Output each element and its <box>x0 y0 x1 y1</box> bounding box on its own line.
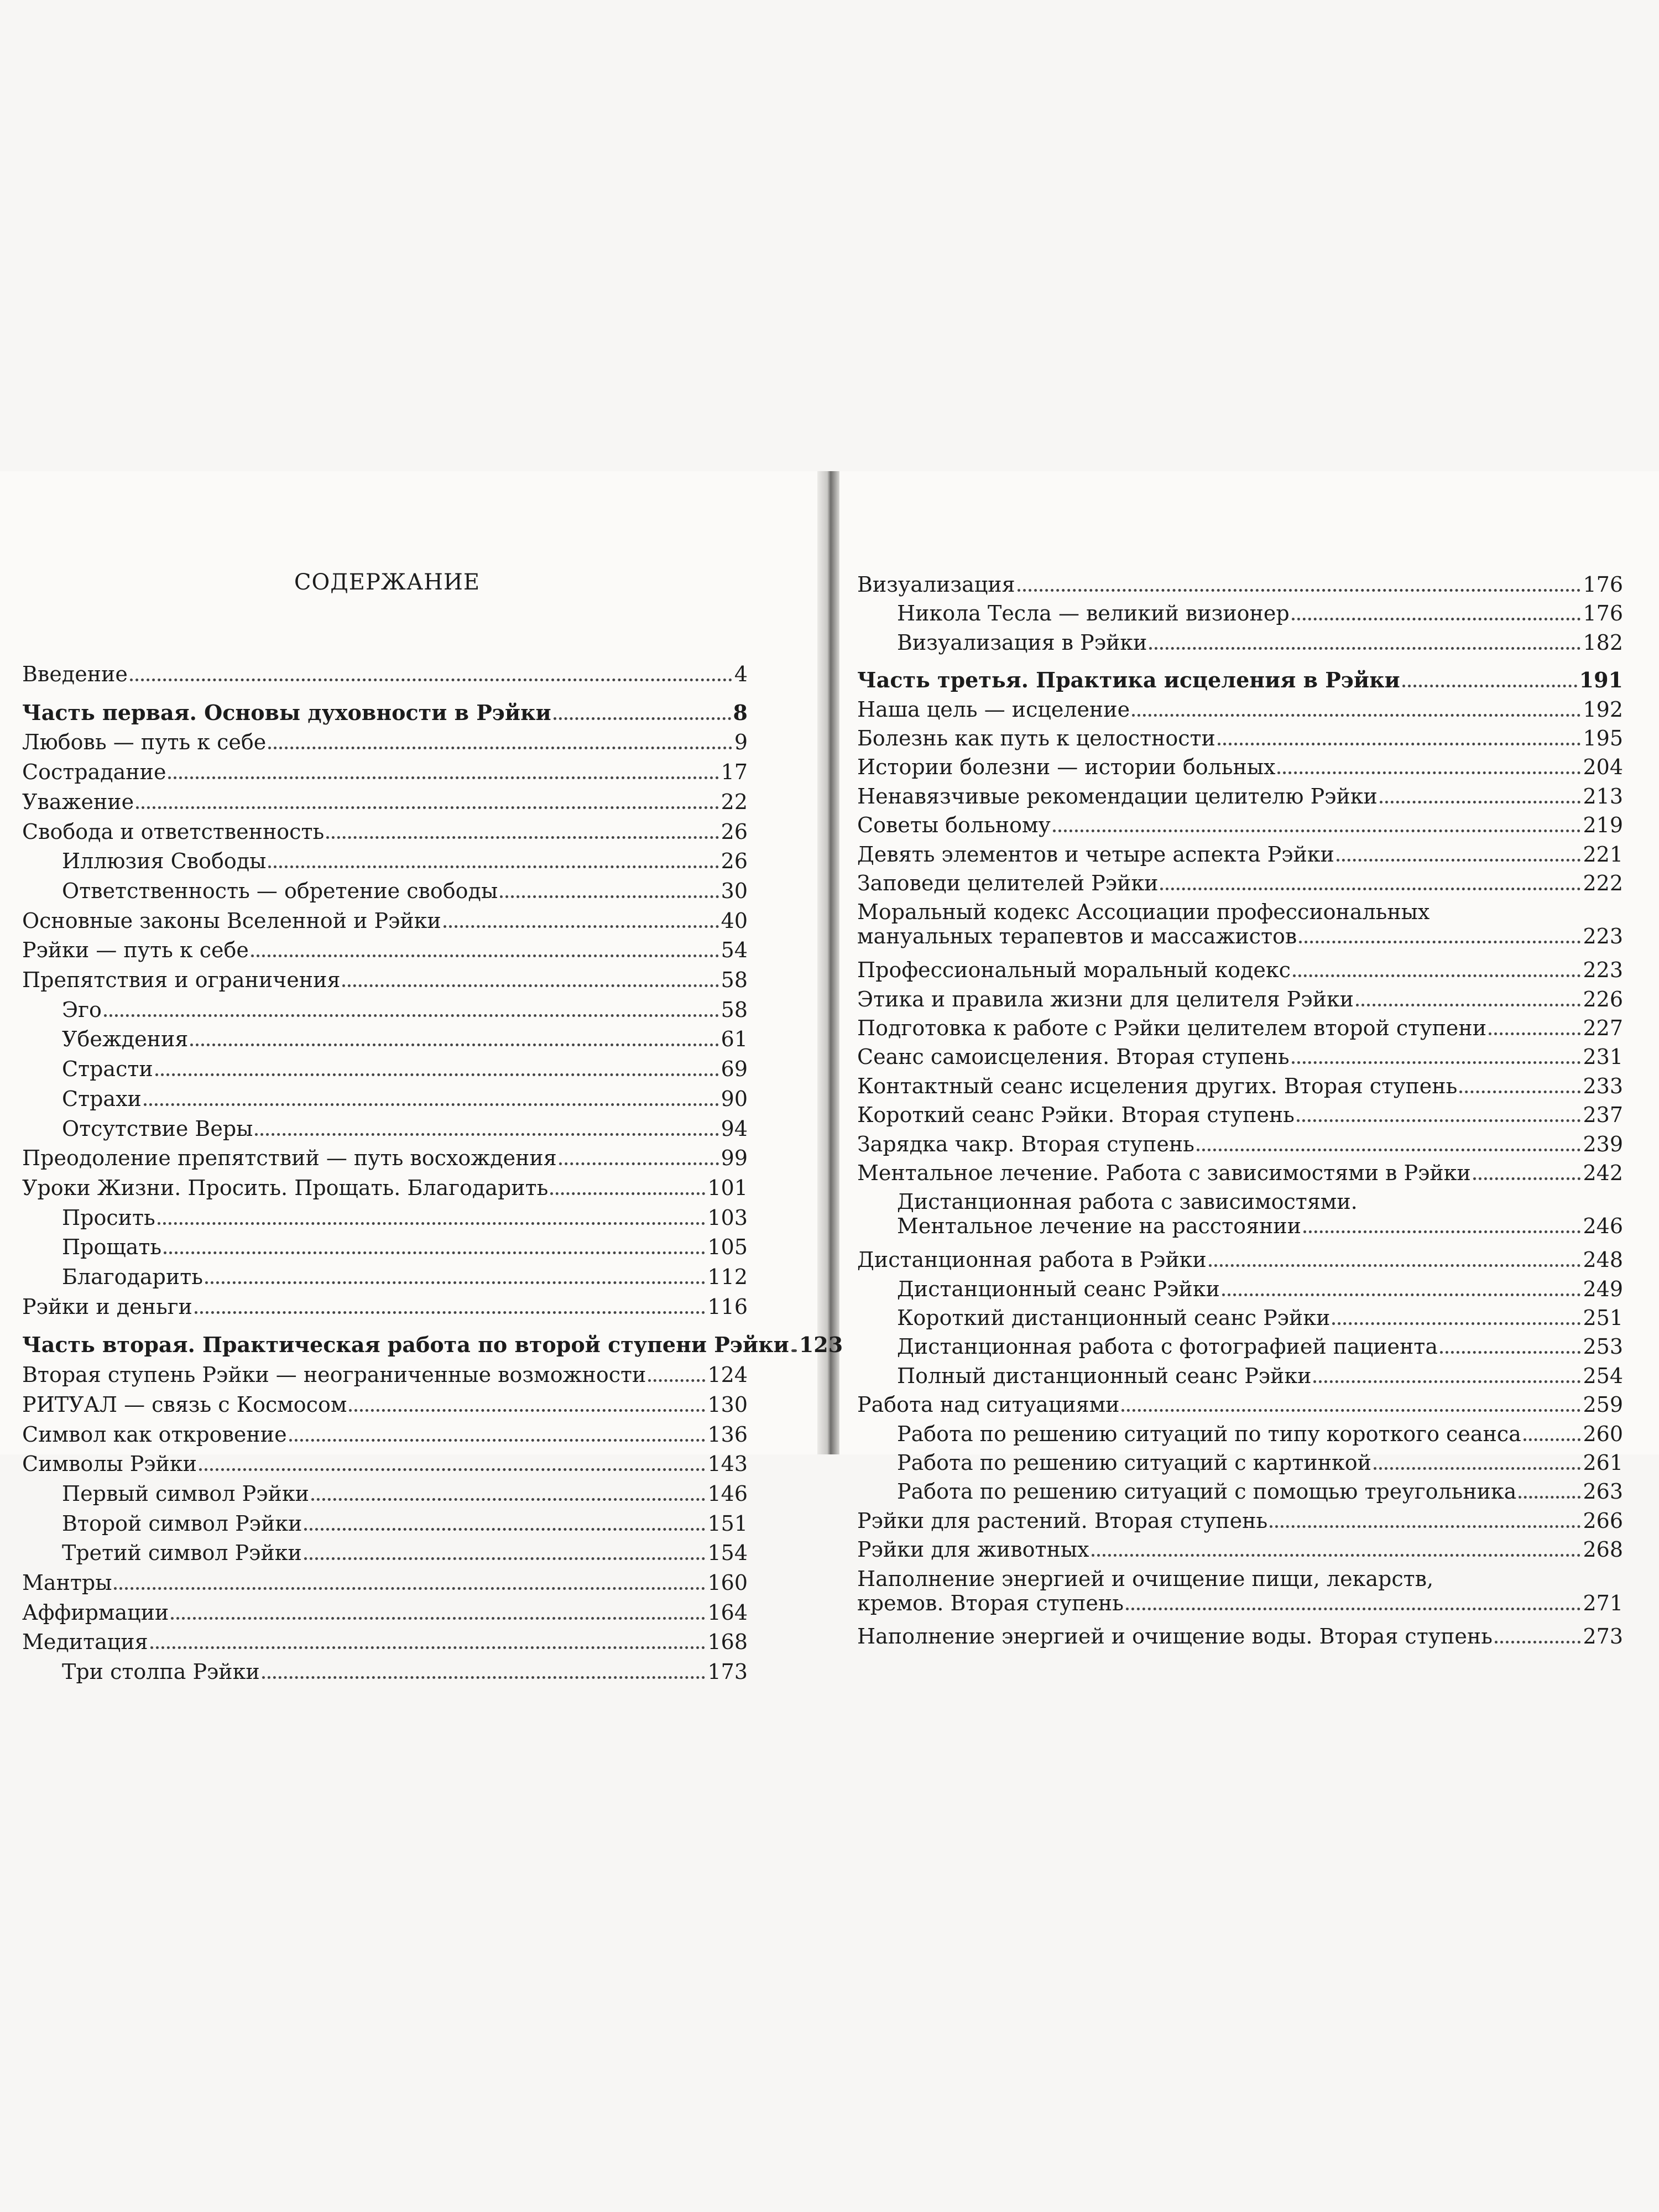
toc-entry-page: 221 <box>1583 842 1623 867</box>
toc-entry-title: Работа по решению ситуаций с помощью треугольника <box>897 1479 1517 1504</box>
leader-dots <box>554 717 731 720</box>
toc-entry-title: Ответственность — обретение свободы <box>62 878 498 903</box>
toc-entry-page: 231 <box>1583 1045 1623 1070</box>
toc-entry-title: Медитация <box>22 1630 148 1655</box>
toc-entry-title-line2: мануальных терапевтов и массажистов <box>857 924 1297 949</box>
toc-entry-title: Прощать <box>62 1235 162 1260</box>
leader-dots <box>1303 1230 1581 1233</box>
toc-entry <box>22 1422 748 1447</box>
toc-entry-title: Наполнение энергией и очищение воды. Вторая ступень <box>857 1624 1493 1649</box>
toc-entry <box>857 1103 1623 1127</box>
toc-entry-page: 40 <box>721 908 748 933</box>
toc-entry <box>22 760 748 784</box>
toc-entry <box>897 1479 1623 1504</box>
toc-entry <box>857 726 1623 750</box>
toc-entry <box>62 1087 748 1111</box>
book-spine <box>817 471 839 1454</box>
toc-entry <box>22 701 748 725</box>
toc-entry-page: 226 <box>1583 987 1623 1011</box>
leader-dots <box>311 1498 706 1501</box>
toc-entry-title: Первый символ Рэйки <box>62 1481 309 1506</box>
toc-entry-page: 173 <box>707 1660 748 1684</box>
toc-entry-title: Символ как откровение <box>22 1422 287 1447</box>
toc-entry <box>857 572 1623 597</box>
toc-entry-title-line1: Наполнение энергией и очищение пищи, лекарств, <box>857 1566 1434 1591</box>
toc-entry-title-line2: Ментальное лечение на расстоянии <box>897 1214 1301 1239</box>
toc-entry-page: 268 <box>1583 1537 1623 1562</box>
toc-entry-title: Дистанционный сеанс Рэйки <box>897 1276 1220 1301</box>
toc-entry-page: 213 <box>1583 784 1623 808</box>
toc-entry-title: Часть третья. Практика исцеления в Рэйки <box>857 667 1400 693</box>
toc-entry-page: 103 <box>707 1205 748 1230</box>
toc-entry-title: Советы больному <box>857 813 1051 838</box>
toc-entry-title: Контактный сеанс исцеления других. Вторая ступень <box>857 1073 1458 1098</box>
toc-entry-page: 260 <box>1583 1421 1623 1446</box>
toc-entry-title: Уроки Жизни. Просить. Прощать. Благодарить <box>22 1175 549 1200</box>
toc-entry <box>857 813 1623 837</box>
toc-entry-page: 182 <box>1583 630 1623 655</box>
toc-entry <box>857 1074 1623 1098</box>
toc-entry-title: Визуализация <box>857 572 1015 597</box>
leader-dots <box>1459 1091 1580 1093</box>
toc-entry-page: 239 <box>1583 1131 1623 1156</box>
toc-entry-title: Работа по решению ситуаций с картинкой <box>897 1451 1372 1475</box>
toc-entry-title-line1: Дистанционная работа с зависимостями. <box>897 1190 1358 1214</box>
toc-entry-page: 261 <box>1583 1451 1623 1475</box>
leader-dots <box>199 1468 706 1471</box>
leader-dots <box>150 1646 706 1649</box>
toc-entry <box>62 1117 748 1141</box>
toc-entry-page: 233 <box>1583 1073 1623 1098</box>
leader-dots <box>136 806 719 809</box>
toc-entry-page: 17 <box>721 760 748 785</box>
toc-entry-page: 271 <box>1583 1590 1623 1615</box>
toc-entry <box>857 755 1623 779</box>
toc-entry-title-line2: кремов. Вторая ступень <box>857 1590 1124 1615</box>
toc-entry-title: Сострадание <box>22 760 166 785</box>
toc-entry-page: 259 <box>1583 1392 1623 1417</box>
toc-entry-title: Второй символ Рэйки <box>62 1511 302 1536</box>
toc-entry-title: Короткий дистанционный сеанс Рэйки <box>897 1306 1331 1330</box>
toc-entry-page: 164 <box>707 1600 748 1625</box>
leader-dots <box>342 984 718 987</box>
toc-entry-title: Препятствия и ограничения <box>22 968 341 992</box>
leader-dots <box>1018 589 1581 592</box>
leader-dots <box>500 895 718 898</box>
toc-entry-page: 154 <box>707 1541 748 1566</box>
toc-entry <box>897 1306 1623 1330</box>
toc-entry-title: Уважение <box>22 789 134 814</box>
toc-entry <box>22 662 748 686</box>
toc-entry <box>897 601 1623 625</box>
toc-entry <box>22 820 748 844</box>
toc-entry-title-line1: Моральный кодекс Ассоциации профессиональных <box>857 900 1430 925</box>
leader-dots <box>1313 1380 1580 1383</box>
toc-entry-page: 176 <box>1583 601 1623 626</box>
toc-entry-title: Часть первая. Основы духовности в Рэйки <box>22 700 551 725</box>
leader-dots <box>1297 1119 1581 1122</box>
toc-entry <box>857 697 1623 722</box>
toc-entry-title: Полный дистанционный сеанс Рэйки <box>897 1363 1312 1388</box>
toc-entry <box>22 1630 748 1654</box>
toc-entry <box>857 1392 1623 1417</box>
toc-entry-title: Девять элементов и четыре аспекта Рэйки <box>857 842 1334 867</box>
toc-entry-page: 54 <box>721 938 748 963</box>
toc-entry <box>62 1206 748 1230</box>
leader-dots <box>444 925 719 928</box>
leader-dots <box>1292 1061 1581 1064</box>
toc-entry-title: Три столпа Рэйки <box>62 1660 260 1684</box>
toc-entry-title: Просить <box>62 1205 155 1230</box>
leader-dots <box>559 1162 719 1165</box>
toc-entry <box>857 1248 1623 1272</box>
toc-entry <box>897 1364 1623 1388</box>
toc-entry-page: 123 <box>799 1332 843 1358</box>
toc-entry-page: 195 <box>1583 726 1623 750</box>
leader-dots <box>1440 1351 1580 1354</box>
toc-entry-page: 254 <box>1583 1363 1623 1388</box>
toc-entry-page: 192 <box>1583 697 1623 722</box>
toc-entry <box>22 1452 748 1476</box>
toc-entry-page: 116 <box>707 1294 748 1319</box>
toc-entry-title: Визуализация в Рэйки <box>897 630 1147 655</box>
toc-entry-title: Дистанционная работа в Рэйки <box>857 1248 1207 1272</box>
toc-entry <box>897 1190 1623 1238</box>
toc-entry <box>857 842 1623 867</box>
toc-entry <box>62 998 748 1022</box>
toc-entry-page: 273 <box>1583 1624 1623 1649</box>
toc-entry-page: 61 <box>721 1027 748 1052</box>
toc-entry-title: Часть вторая. Практическая работа по второй ступени Рэйки <box>22 1332 789 1358</box>
toc-entry-title: Страхи <box>62 1086 142 1111</box>
toc-entry-title: Рэйки для животных <box>857 1537 1089 1562</box>
toc-entry <box>62 1481 748 1506</box>
leader-dots <box>326 836 718 839</box>
toc-entry-page: 99 <box>721 1146 748 1171</box>
leader-dots <box>268 865 718 868</box>
toc-entry <box>22 1146 748 1170</box>
toc-entry <box>857 1132 1623 1156</box>
toc-entry <box>857 668 1623 692</box>
toc-entry-title: Сеанс самоисцеления. Вторая ступень <box>857 1045 1290 1070</box>
toc-entry <box>897 1277 1623 1301</box>
toc-entry-page: 112 <box>707 1265 748 1289</box>
toc-entry-title: Работа над ситуациями <box>857 1392 1120 1417</box>
toc-entry <box>62 879 748 903</box>
leader-dots <box>1332 1322 1580 1325</box>
leader-dots <box>168 776 718 779</box>
leader-dots <box>550 1192 705 1195</box>
toc-entry <box>22 790 748 814</box>
toc-entry-page: 26 <box>721 819 748 844</box>
leader-dots <box>349 1409 705 1412</box>
toc-entry <box>22 968 748 992</box>
leader-dots <box>1473 1177 1581 1180</box>
leader-dots <box>262 1676 706 1679</box>
toc-entry-page: 222 <box>1583 871 1623 895</box>
toc-entry <box>62 849 748 873</box>
toc-entry-title: Аффирмации <box>22 1600 169 1625</box>
leader-dots <box>1519 1496 1580 1499</box>
leader-dots <box>1132 714 1580 717</box>
leader-dots <box>104 1014 719 1017</box>
toc-entry-page: 151 <box>707 1511 748 1536</box>
toc-entry <box>857 1016 1623 1040</box>
toc-entry-page: 246 <box>1583 1214 1623 1239</box>
leader-dots <box>144 1103 719 1106</box>
toc-entry-title: Дистанционная работа с фотографией пациента <box>897 1334 1438 1359</box>
toc-entry-page: 90 <box>721 1086 748 1111</box>
toc-entry-title: Этика и правила жизни для целителя Рэйки <box>857 987 1354 1011</box>
toc-entry-page: 266 <box>1583 1508 1623 1533</box>
toc-entry-page: 168 <box>707 1630 748 1655</box>
toc-entry-page: 242 <box>1583 1161 1623 1185</box>
toc-entry-title: Вторая ступень Рэйки — неограниченные возможности <box>22 1363 646 1387</box>
leader-dots <box>1293 974 1581 977</box>
toc-entry-page: 26 <box>721 849 748 874</box>
leader-dots <box>1160 888 1580 890</box>
toc-entry-title: Любовь — путь к себе <box>22 730 267 755</box>
toc-entry-page: 130 <box>707 1392 748 1417</box>
toc-entry-title: Символы Рэйки <box>22 1452 197 1477</box>
leader-dots <box>1299 941 1580 943</box>
toc-entry-page: 4 <box>734 662 748 686</box>
leader-dots <box>304 1528 705 1531</box>
toc-entry-title: Отсутствие Веры <box>62 1116 253 1141</box>
toc-entry-title: Основные законы Вселенной и Рэйки <box>22 908 441 933</box>
toc-entry <box>22 730 748 754</box>
toc-entry <box>62 1057 748 1081</box>
toc-entry-title: Рэйки и деньги <box>22 1294 192 1319</box>
toc-entry <box>22 1295 748 1319</box>
toc-entry <box>857 900 1623 948</box>
leader-dots <box>1495 1641 1581 1644</box>
toc-entry-title: Ментальное лечение. Работа с зависимостями в Рэйки <box>857 1161 1471 1185</box>
leader-dots <box>158 1222 706 1225</box>
toc-entry-title: Иллюзия Свободы <box>62 849 267 874</box>
toc-entry-page: 136 <box>707 1422 748 1447</box>
toc-entry <box>857 1624 1623 1648</box>
leader-dots <box>1337 859 1581 862</box>
toc-entry-page: 237 <box>1583 1103 1623 1128</box>
toc-entry-title: Истории болезни — истории больных <box>857 755 1276 780</box>
toc-entry-title: Страсти <box>62 1057 153 1082</box>
leader-dots <box>130 679 732 681</box>
page-title: СОДЕРЖАНИЕ <box>294 570 481 595</box>
toc-entry-page: 105 <box>707 1235 748 1260</box>
toc-entry-page: 9 <box>734 730 748 755</box>
leader-dots <box>268 747 732 749</box>
toc-entry <box>857 1567 1623 1615</box>
leader-dots <box>1489 1032 1580 1035</box>
toc-entry <box>22 1176 748 1200</box>
toc-entry <box>62 1265 748 1289</box>
toc-entry-title: Введение <box>22 662 128 686</box>
toc-entry-page: 22 <box>721 789 748 814</box>
leader-dots <box>1524 1438 1581 1441</box>
leader-dots <box>155 1073 719 1076</box>
toc-entry <box>62 1027 748 1051</box>
leader-dots <box>304 1557 706 1560</box>
toc-entry-title: Благодарить <box>62 1265 203 1289</box>
toc-entry <box>22 1392 748 1417</box>
toc-entry-page: 249 <box>1583 1276 1623 1301</box>
toc-entry-page: 8 <box>733 700 748 725</box>
toc-entry <box>897 1422 1623 1446</box>
leader-dots <box>289 1439 706 1442</box>
leader-dots <box>1126 1608 1581 1610</box>
toc-entry-page: 204 <box>1583 755 1623 780</box>
leader-dots <box>171 1617 705 1620</box>
leader-dots <box>1270 1525 1580 1528</box>
toc-entry <box>62 1541 748 1565</box>
toc-entry-page: 227 <box>1583 1016 1623 1040</box>
toc-entry <box>62 1235 748 1259</box>
toc-entry-title: Мантры <box>22 1571 112 1595</box>
toc-entry-title: Короткий сеанс Рэйки. Вторая ступень <box>857 1103 1295 1128</box>
leader-dots <box>1277 771 1580 774</box>
toc-entry <box>897 630 1623 655</box>
toc-entry <box>22 909 748 933</box>
toc-entry-page: 30 <box>721 878 748 903</box>
toc-entry-title: РИТУАЛ — связь с Космосом <box>22 1392 347 1417</box>
toc-entry <box>857 958 1623 982</box>
toc-entry-title: Рэйки — путь к себе <box>22 938 249 963</box>
toc-entry-page: 219 <box>1583 813 1623 838</box>
toc-entry-page: 160 <box>707 1571 748 1595</box>
toc-entry <box>857 1537 1623 1562</box>
toc-entry-title: Профессиональный моральный кодекс <box>857 958 1291 983</box>
leader-dots <box>164 1251 705 1254</box>
toc-entry-title: Болезнь как путь к целостности <box>857 726 1215 750</box>
toc-entry <box>62 1660 748 1684</box>
toc-entry <box>857 784 1623 808</box>
toc-entry-title: Никола Тесла — великий визионер <box>897 601 1290 626</box>
toc-entry-title: Третий символ Рэйки <box>62 1541 302 1566</box>
toc-entry-title: Свобода и ответственность <box>22 819 325 844</box>
toc-entry-page: 176 <box>1583 572 1623 597</box>
leader-dots <box>1149 647 1580 650</box>
leader-dots <box>205 1281 706 1284</box>
toc-entry-page: 223 <box>1583 958 1623 983</box>
leader-dots <box>1292 618 1581 620</box>
leader-dots <box>1092 1554 1581 1557</box>
toc-entry-title: Рэйки для растений. Вторая ступень <box>857 1508 1268 1533</box>
toc-entry-title: Преодоление препятствий — путь восхождения <box>22 1146 557 1171</box>
leader-dots <box>1402 685 1577 687</box>
toc-entry-title: Наша цель — исцеление <box>857 697 1130 722</box>
toc-entry <box>22 1571 748 1595</box>
toc-entry-page: 263 <box>1583 1479 1623 1504</box>
leader-dots <box>114 1587 705 1590</box>
leader-dots <box>791 1349 797 1352</box>
toc-entry-page: 253 <box>1583 1334 1623 1359</box>
toc-entry-title: Работа по решению ситуаций по типу короткого сеанса <box>897 1421 1521 1446</box>
toc-entry-page: 146 <box>707 1481 748 1506</box>
toc-entry-page: 58 <box>721 968 748 992</box>
leader-dots <box>1209 1264 1581 1267</box>
toc-entry <box>857 871 1623 895</box>
toc-entry <box>62 1511 748 1536</box>
toc-entry-page: 223 <box>1583 924 1623 949</box>
toc-entry <box>857 1509 1623 1533</box>
toc-entry-title: Заповеди целителей Рэйки <box>857 871 1159 895</box>
leader-dots <box>190 1044 718 1046</box>
toc-entry-page: 248 <box>1583 1248 1623 1272</box>
toc-entry <box>22 1363 748 1387</box>
toc-entry-title: Ненавязчивые рекомендации целителю Рэйки <box>857 784 1378 808</box>
leader-dots <box>1374 1467 1580 1470</box>
toc-entry-title: Подготовка к работе с Рэйки целителем второй ступени <box>857 1016 1487 1040</box>
leader-dots <box>1218 743 1581 745</box>
leader-dots <box>1356 1004 1581 1006</box>
leader-dots <box>251 954 719 957</box>
toc-entry-page: 101 <box>707 1175 748 1200</box>
leader-dots <box>1197 1149 1581 1151</box>
toc-entry-page: 251 <box>1583 1306 1623 1330</box>
toc-entry <box>857 1045 1623 1069</box>
toc-entry <box>897 1451 1623 1475</box>
leader-dots <box>195 1311 706 1314</box>
toc-entry-page: 58 <box>721 997 748 1022</box>
toc-entry-title: Убеждения <box>62 1027 189 1052</box>
toc-entry-page: 94 <box>721 1116 748 1141</box>
leader-dots <box>648 1379 705 1382</box>
leader-dots <box>1380 801 1581 804</box>
toc-entry <box>22 938 748 962</box>
leader-dots <box>1222 1293 1581 1296</box>
toc-entry-page: 124 <box>707 1363 748 1387</box>
toc-entry <box>897 1334 1623 1359</box>
leader-dots <box>1121 1409 1580 1412</box>
toc-entry-page: 191 <box>1579 667 1623 693</box>
toc-entry-title: Зарядка чакр. Вторая ступень <box>857 1131 1194 1156</box>
toc-entry <box>857 987 1623 1011</box>
leader-dots <box>255 1133 718 1136</box>
toc-entry-page: 143 <box>707 1452 748 1477</box>
toc-entry <box>857 1161 1623 1185</box>
toc-entry <box>22 1332 843 1358</box>
leader-dots <box>1053 830 1581 832</box>
toc-entry-page: 69 <box>721 1057 748 1082</box>
toc-entry-title: Эго <box>62 997 102 1022</box>
toc-entry <box>22 1600 748 1625</box>
